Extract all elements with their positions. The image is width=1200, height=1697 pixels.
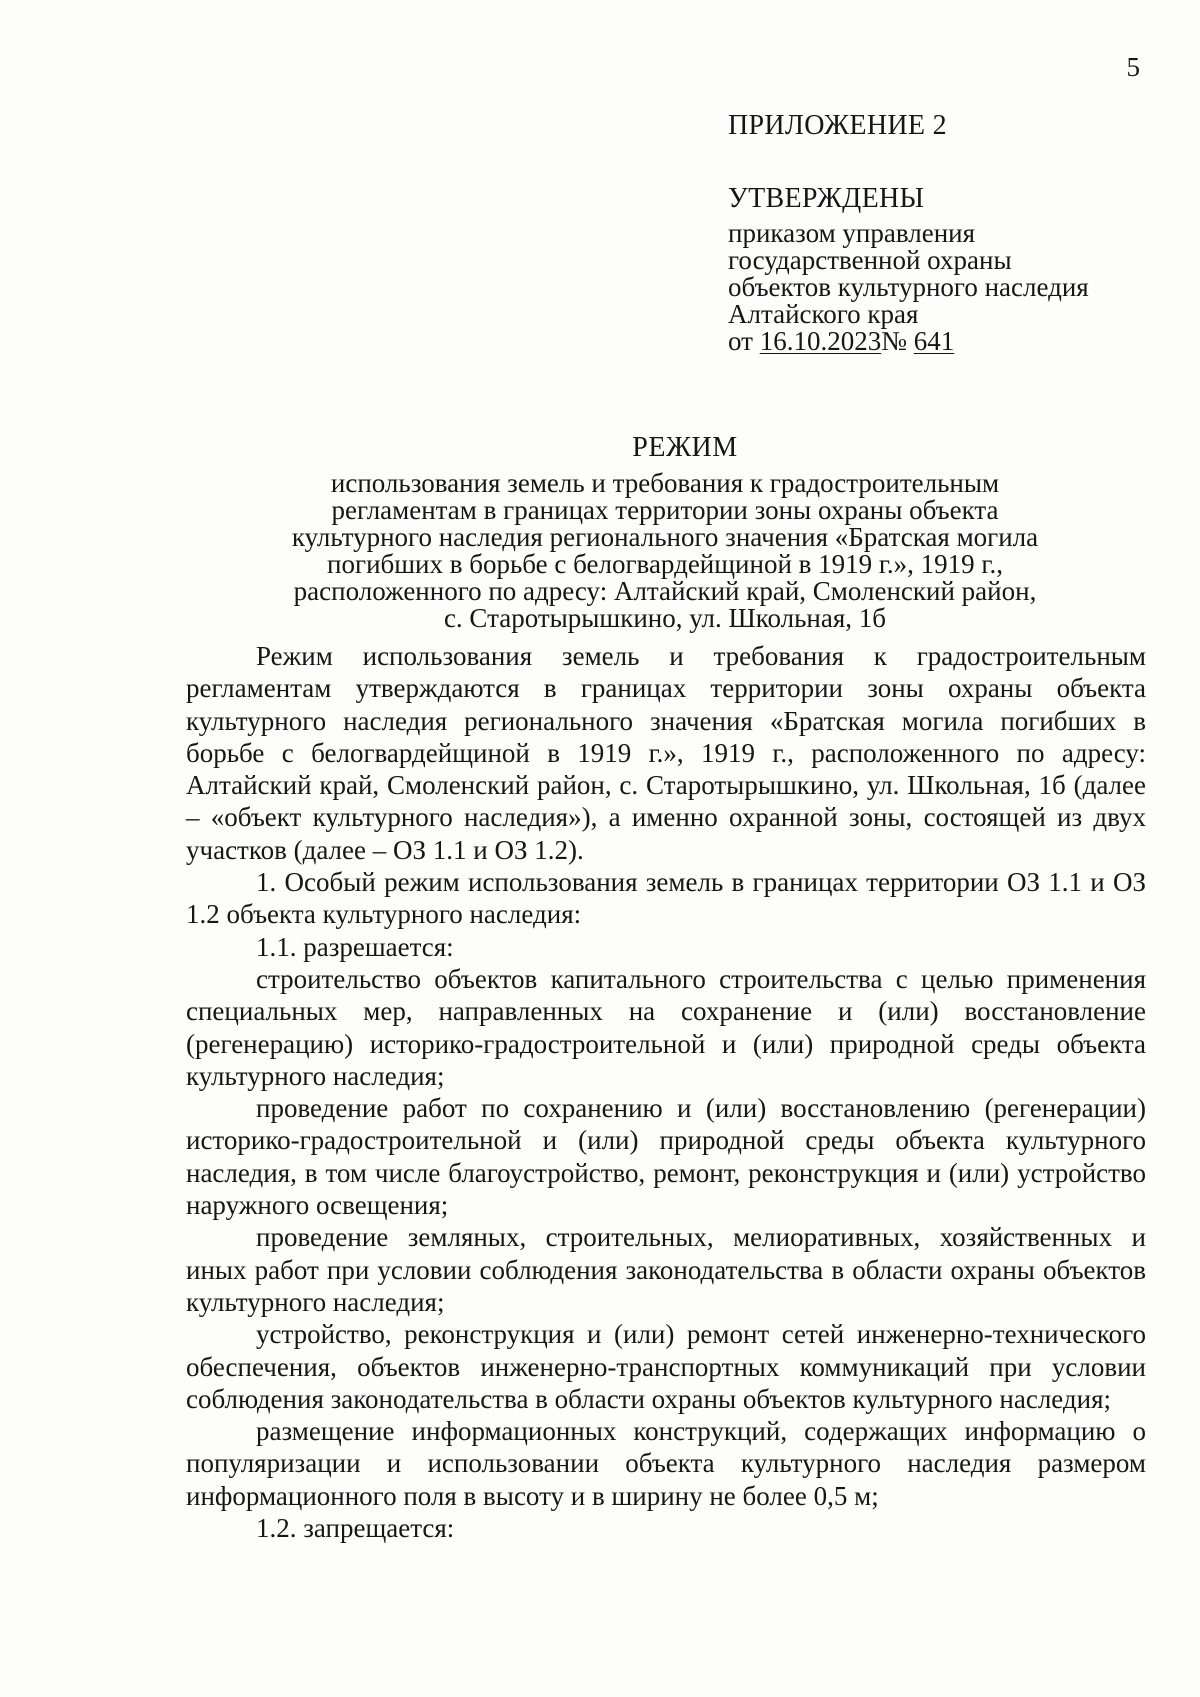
approval-line: объектов культурного наследия [728,272,1089,302]
body-paragraph: проведение земляных, строительных, мелиоративных, хозяйственных и иных работ при условии соблюдения законодательства в области охраны объектов культурного наследия; [186,1222,1146,1317]
body-paragraph: 1.1. разрешается: [256,931,454,962]
document-subtitle-line: регламентам в границах территории зоны охраны объекта [331,495,999,525]
approval-line: государственной охраны [728,245,1012,275]
date-prefix: от [728,326,760,356]
body-paragraph: устройство, реконструкция и (или) ремонт сетей инженерно-технического обеспечения, объектов инженерно-транспортных коммуникаций при условии соблюдения законодательства в области охраны объектов культурного наследия; [186,1319,1146,1414]
document-title-block [180,432,1150,632]
page-number: 5 [1126,52,1140,82]
number-sign: № [881,326,914,356]
document-subtitle-line: культурного наследия регионального значения «Братская могила [291,522,1039,552]
order-date-line [728,328,1168,355]
approved-heading: УТВЕРЖДЕНЫ [728,183,925,214]
approval-block [728,112,1168,355]
document-subtitle-line: использования земель и требования к градостроительным [330,468,1000,498]
document-subtitle-line: с. Старотырышкино, ул. Школьная, 1б [443,603,887,633]
body-paragraph: 1. Особый режим использования земель в границах территории ОЗ 1.1 и ОЗ 1.2 объекта культурного наследия: [186,867,1146,930]
body-paragraph: размещение информационных конструкций, содержащих информацию о популяризации и использовании объекта культурного наследия размером информационного поля в высоту и в ширину не более 0,5 м; [186,1416,1146,1511]
body-paragraph: проведение работ по сохранению и (или) восстановлению (регенерации) историко-градостроительной и (или) природной среды объекта культурного наследия, в том числе благоустройство, ремонт, реконструкция и (или) устройство наружного освещения; [186,1093,1146,1221]
approval-line: Алтайского края [728,299,919,329]
order-date: 16.10.2023 [759,326,882,356]
approval-line: приказом управления [728,218,976,248]
document-body [186,640,1146,1544]
body-paragraph: строительство объектов капитального строительства с целью применения специальных мер, направленных на сохранение и (или) восстановление (регенерацию) историко-градостроительной и (или) природной среды объекта культурного наследия; [186,963,1146,1091]
document-subtitle-line: погибших в борьбе с белогвардейщиной в 1919 г.», 1919 г., [327,549,1003,579]
appendix-title: ПРИЛОЖЕНИЕ 2 [728,110,947,141]
body-paragraph: 1.2. запрещается: [256,1513,455,1544]
document-heading: РЕЖИМ [632,432,738,463]
body-paragraph: Режим использования земель и требования к градостроительным регламентам утверждаются в границах территории зоны охраны объекта культурного наследия регионального значения «Братская могила погибших в борьбе с белогвардейщиной в 1919 г.», 1919 г., расположенного по адресу: Алтайский край, Смоленский район, с. Старотырышкино, ул. Школьная, 1б (далее – «объект культурного наследия»), а именно охранной зоны, состоящей из двух участков (далее – ОЗ 1.1 и ОЗ 1.2). [186,641,1146,865]
order-number: 641 [913,326,955,356]
document-subtitle-line: расположенного по адресу: Алтайский край, Смоленский район, [293,576,1037,606]
